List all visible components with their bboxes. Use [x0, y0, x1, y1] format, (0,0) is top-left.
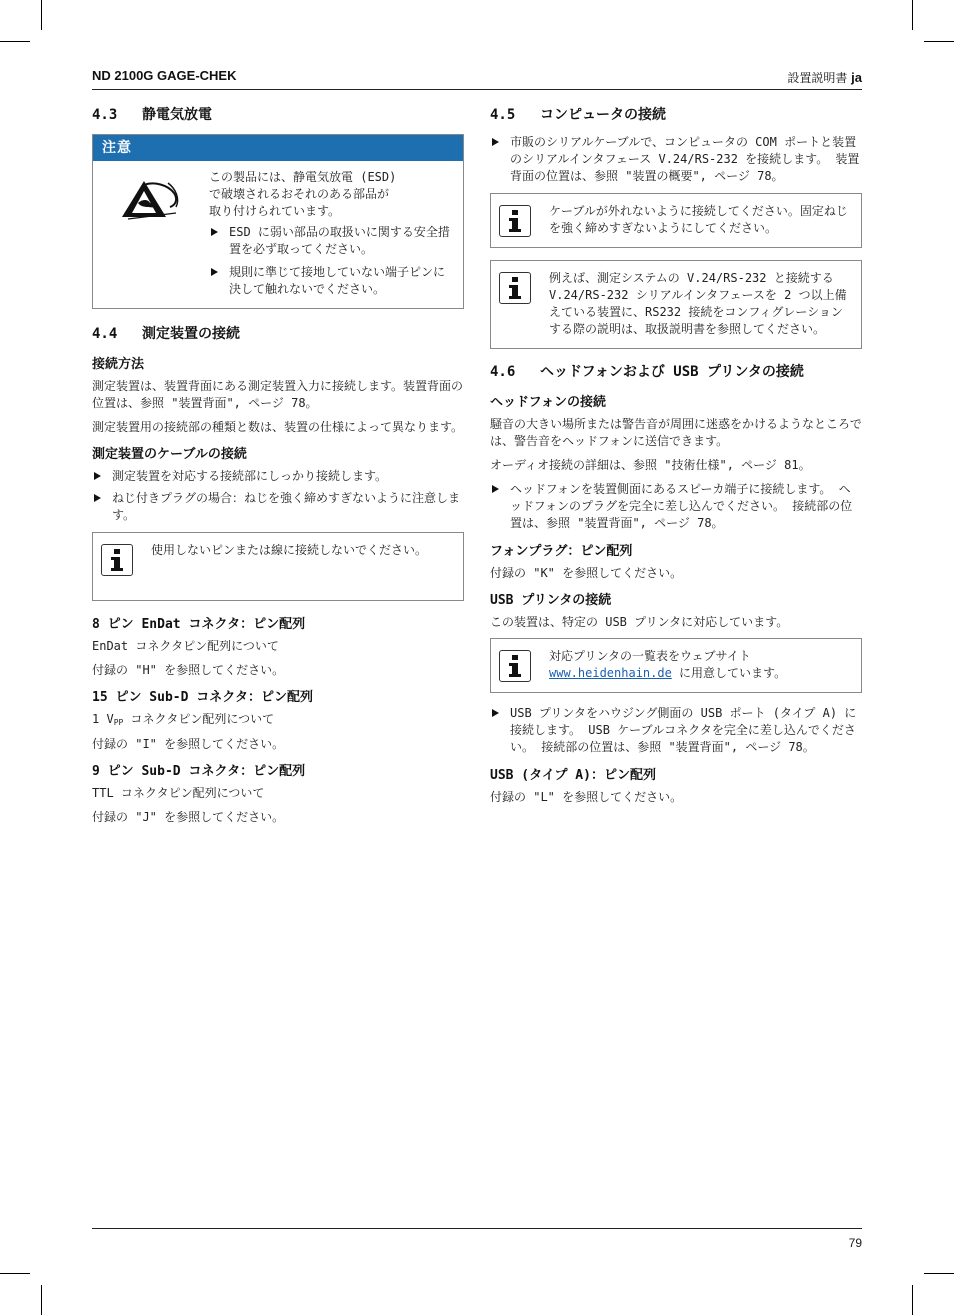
text-fragment: に用意しています。 — [671, 666, 787, 680]
section-number: 4.3 — [92, 107, 118, 123]
subheading: ヘッドフォンの接続 — [490, 395, 606, 410]
footer-rule — [92, 1228, 862, 1229]
text-fragment: コネクタピン配列について — [123, 712, 275, 726]
subheading: フォンプラグ：ピン配列 — [490, 544, 633, 559]
paragraph: 測定装置は、装置背面にある測定装置入力に接続します。装置背面の位置は、参照 "装置背面", ページ 78。 — [92, 379, 464, 410]
paragraph: 付録の "L" を参照してください。 — [490, 790, 683, 804]
list-item — [490, 134, 862, 185]
info-text: 使用しないピンまたは線に接続しないでください。 — [151, 543, 428, 557]
list-item — [209, 264, 453, 298]
section-4-5-title — [490, 104, 862, 124]
crop-mark — [41, 1285, 42, 1315]
section-number: 4.5 — [490, 107, 516, 123]
crop-mark — [41, 0, 42, 30]
info-icon — [499, 650, 531, 682]
page-number: 79 — [848, 1236, 862, 1250]
subheading: 15 ピン Sub-D コネクタ：ピン配列 — [92, 690, 314, 705]
paragraph: EnDat コネクタピン配列について — [92, 639, 279, 653]
caution-line: この製品には、静電気放電 (ESD) — [209, 170, 397, 184]
list-item — [490, 705, 862, 756]
bullet-text: ヘッドフォンを装置側面にあるスピーカ端子に接続します。 ヘッドフォンのプラグを完全に差し込んでください。 接続部の位置は、参照 "装置背面", ページ 78。 — [510, 482, 853, 530]
subheading: USB (タイプ A)：ピン配列 — [490, 768, 656, 783]
section-4-3-title — [92, 104, 464, 124]
subscript: PP — [113, 718, 124, 727]
left-column — [92, 104, 464, 833]
paragraph: TTL コネクタピン配列について — [92, 786, 265, 800]
info-box — [490, 193, 862, 248]
section-4-6-title — [490, 361, 862, 381]
caution-label: 注意 — [93, 135, 463, 161]
manual-name: 設置説明書 — [787, 71, 848, 85]
bullet-text: USB プリンタをハウジング側面の USB ポート (タイプ A) に接続します。 USB ケーブルコネクタを完全に差し込んでください。 接続部の位置は、参照 "装置背面", ページ 78。 — [510, 706, 857, 754]
bullet-text: 市販のシリアルケーブルで、コンピュータの COM ポートと装置のシリアルインタフェース V.24/RS-232 を接続します。 装置背面の位置は、参照 "装置の概要", ページ 78。 — [510, 135, 860, 183]
info-box — [490, 260, 862, 349]
crop-mark — [912, 0, 913, 30]
info-icon — [499, 205, 531, 237]
subheading: 9 ピン Sub-D コネクタ：ピン配列 — [92, 764, 306, 779]
list-item — [92, 490, 464, 524]
bullet-text: 規則に準じて接地していない端子ピンに決して触れないでください。 — [229, 265, 446, 296]
bullet-arrow-icon — [492, 138, 499, 146]
section-number: 4.6 — [490, 364, 516, 380]
bullet-text: ねじ付きプラグの場合：ねじを強く締めすぎないように注意します。 — [112, 491, 461, 522]
info-text — [549, 648, 851, 682]
document-title: ND 2100G GAGE-CHEK — [92, 68, 237, 83]
section-title-text: 静電気放電 — [142, 107, 212, 123]
section-title-text: コンピュータの接続 — [540, 107, 666, 123]
heidenhain-link[interactable]: www.heidenhain.de — [549, 666, 672, 680]
bullet-arrow-icon — [211, 268, 218, 276]
paragraph: 騒音の大きい場所または警告音が周囲に迷惑をかけるようなところでは、警告音をヘッドフォンに送信できます。 — [490, 417, 862, 448]
section-number: 4.4 — [92, 326, 118, 342]
subheading: USB プリンタの接続 — [490, 593, 612, 608]
list-item — [490, 481, 862, 532]
paragraph: 測定装置用の接続部の種類と数は、装置の仕様によって異なります。 — [92, 420, 464, 434]
right-column — [490, 104, 862, 813]
info-text: ケーブルが外れないように接続してください。固定ねじを強く締めすぎないようにしてください。 — [549, 204, 848, 235]
bullet-arrow-icon — [94, 472, 101, 480]
info-icon — [101, 544, 133, 576]
crop-mark — [0, 41, 30, 42]
header-rule — [92, 89, 862, 90]
paragraph: この装置は、特定の USB プリンタに対応しています。 — [490, 615, 789, 629]
crop-mark — [0, 1273, 30, 1274]
crop-mark — [924, 1273, 954, 1274]
caution-line: で破壊されるおそれのある部品が — [209, 187, 390, 201]
bullet-arrow-icon — [492, 485, 499, 493]
esd-warning-icon — [93, 169, 209, 298]
subheading: 8 ピン EnDat コネクタ：ピン配列 — [92, 617, 306, 632]
info-text: 例えば、測定システムの V.24/RS-232 と接続する V.24/RS-232 シリアルインタフェースを 2 つ以上備えている装置に、RS232 接続をコンフィグレーションする際の説明は、取扱説明書を参照してください。 — [549, 271, 847, 336]
info-box — [92, 532, 464, 601]
info-box — [490, 638, 862, 693]
subheading: 接続方法 — [92, 357, 145, 372]
section-title-text: 測定装置の接続 — [142, 326, 240, 342]
caution-body — [93, 161, 463, 308]
caution-box — [92, 134, 464, 309]
text-fragment: 対応プリンタの一覧表をウェブサイト — [549, 649, 751, 663]
list-item — [209, 224, 453, 258]
text-fragment: 1 V — [92, 712, 114, 726]
paragraph: 付録の "H" を参照してください。 — [92, 663, 285, 677]
section-title-text: ヘッドフォンおよび USB プリンタの接続 — [540, 364, 804, 380]
bullet-arrow-icon — [211, 228, 218, 236]
language-code: ja — [851, 70, 862, 85]
crop-mark — [912, 1285, 913, 1315]
paragraph: 付録の "K" を参照してください。 — [490, 566, 683, 580]
caution-line: 取り付けられています。 — [209, 204, 341, 218]
paragraph: 付録の "I" を参照してください。 — [92, 737, 285, 751]
paragraph: オーディオ接続の詳細は、参照 "技術仕様", ページ 81。 — [490, 458, 811, 472]
paragraph: 付録の "J" を参照してください。 — [92, 810, 285, 824]
crop-mark — [924, 41, 954, 42]
paragraph — [92, 711, 464, 729]
info-icon — [499, 272, 531, 304]
caution-text — [209, 169, 453, 298]
manual-label — [787, 69, 862, 86]
bullet-arrow-icon — [492, 709, 499, 717]
subheading: 測定装置のケーブルの接続 — [92, 447, 247, 462]
section-4-4-title — [92, 323, 464, 343]
list-item — [92, 468, 464, 485]
bullet-arrow-icon — [94, 494, 101, 502]
bullet-text: ESD に弱い部品の取扱いに関する安全措置を必ず取ってください。 — [229, 225, 450, 256]
bullet-text: 測定装置を対応する接続部にしっかり接続します。 — [112, 469, 388, 483]
